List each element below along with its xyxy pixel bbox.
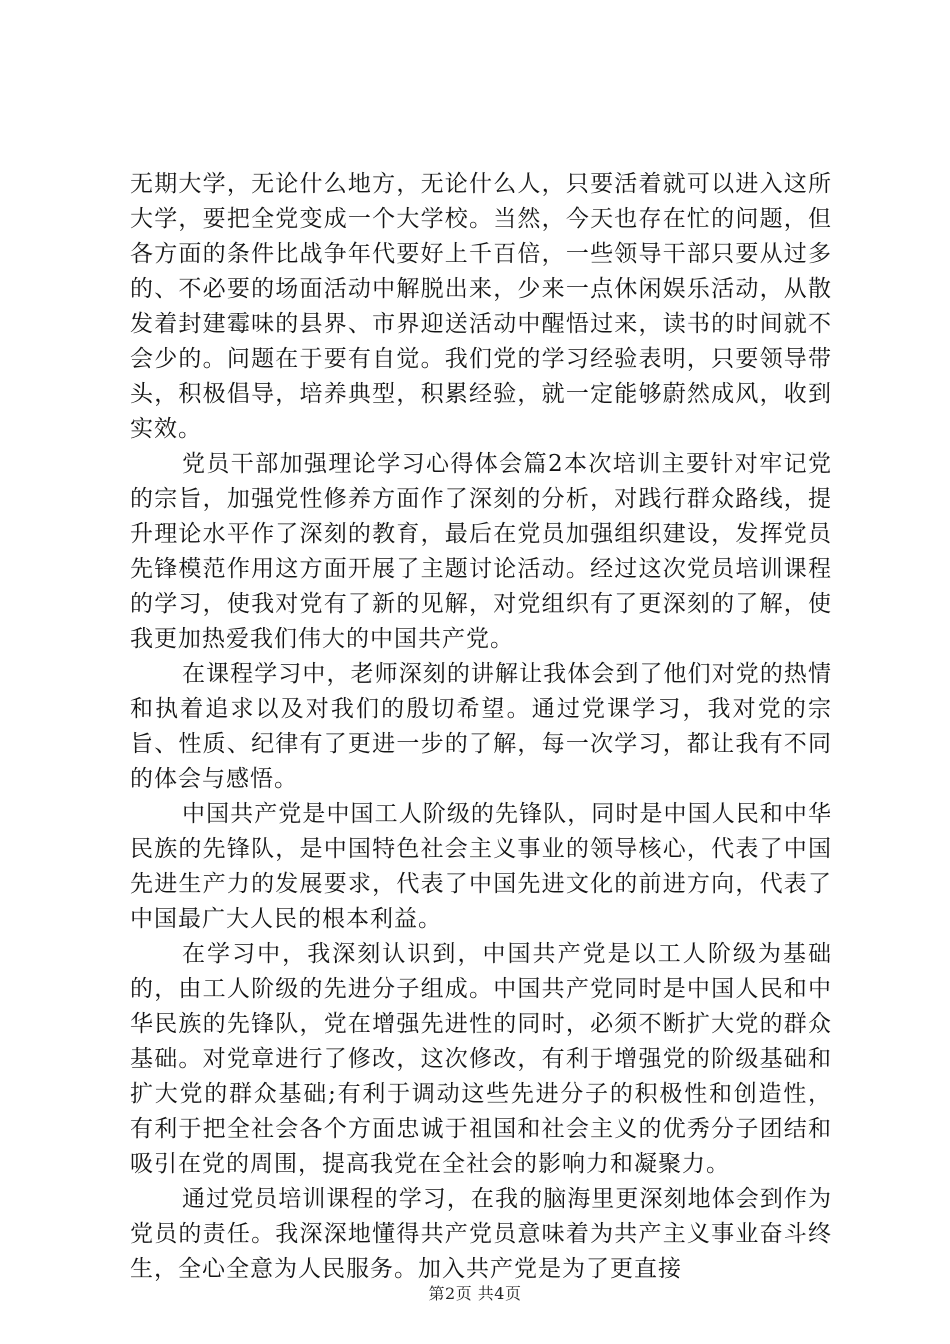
paragraph-course-study: 在课程学习中，老师深刻的讲解让我体会到了他们对党的热情和执着追求以及对我们的殷切希望。通过党课学习，我对党的宗旨、性质、纪律有了更进一步的了解，每一次学习，都让我有不同的体会与感悟。 <box>130 661 832 792</box>
paragraph-continuation: 无期大学，无论什么地方，无论什么人，只要活着就可以进入这所大学，要把全党变成一个大学校。当然，今天也存在忙的问题，但各方面的条件比战争年代要好上千百倍，一些领导干部只要从过多的、不必要的场面活动中解脱出来，少来一点休闲娱乐活动，从散发着封建霉味的县界、市界迎送活动中醒悟过来，读书的时间就不会少的。问题在于要有自觉。我们党的学习经验表明，只要领导带头，积极倡导，培养典型，积累经验，就一定能够蔚然成风，收到实效。 <box>130 171 832 442</box>
document-body <box>130 167 832 1287</box>
paragraph-member-responsibility: 通过党员培训课程的学习，在我的脑海里更深刻地体会到作为党员的责任。我深深地懂得共产党员意味着为共产主义事业奋斗终生，全心全意为人民服务。加入共产党是为了更直接 <box>130 1186 832 1282</box>
paragraph-party-foundation: 在学习中，我深刻认识到，中国共产党是以工人阶级为基础的，由工人阶级的先进分子组成。中国共产党同时是中国人民和中华民族的先锋队，党在增强先进性的同时，必须不断扩大党的群众基础。对党章进行了修改，这次修改，有利于增强党的阶级基础和扩大党的群众基础;有利于调动这些先进分子的积极性和创造性，有利于把全社会各个方面忠诚于祖国和社会主义的优秀分子团结和吸引在党的周围，提高我党在全社会的影响力和凝聚力。 <box>130 941 832 1177</box>
paragraph-party-nature: 中国共产党是中国工人阶级的先锋队，同时是中国人民和中华民族的先锋队，是中国特色社会主义事业的领导核心，代表了中国先进生产力的发展要求，代表了中国先进文化的前进方向，代表了中国最广大人民的根本利益。 <box>130 801 832 932</box>
paragraph-training-overview: 党员干部加强理论学习心得体会篇2本次培训主要针对牢记党的宗旨，加强党性修养方面作了深刻的分析，对践行群众路线，提升理论水平作了深刻的教育，最后在党员加强组织建设，发挥党员先锋模范作用这方面开展了主题讨论活动。经过这次党员培训课程的学习，使我对党有了新的见解，对党组织有了更深刻的了解，使我更加热爱我们伟大的中国共产党。 <box>130 451 832 652</box>
page-number-footer: 第2页 共4页 <box>428 1284 522 1303</box>
